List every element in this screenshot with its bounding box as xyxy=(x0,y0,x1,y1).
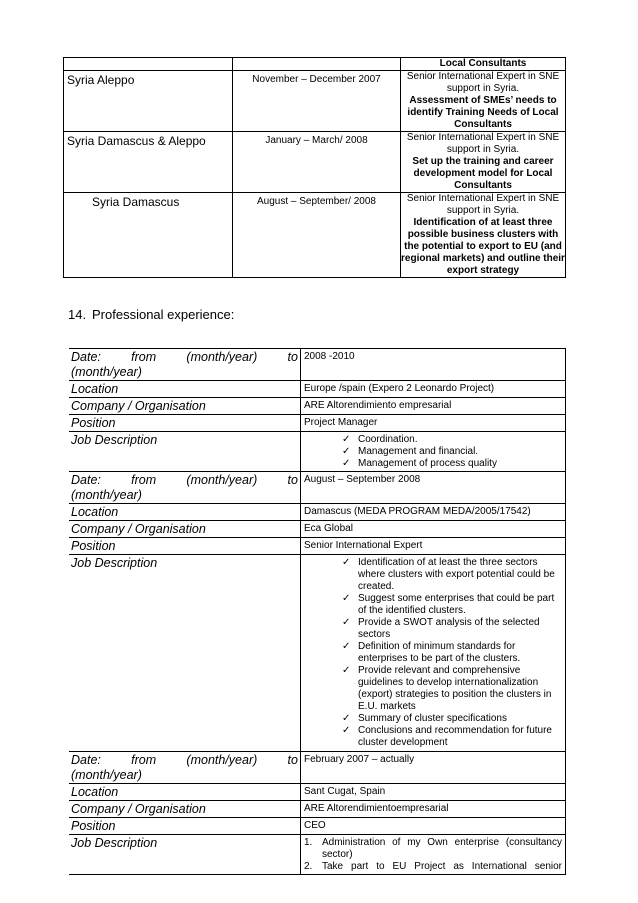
role-text: Senior International Expert in SNE support in Syria. xyxy=(406,71,560,94)
list-item xyxy=(342,446,562,458)
label-word: Date: xyxy=(71,753,101,767)
table-row xyxy=(69,801,566,818)
position-value: Project Manager xyxy=(301,415,566,432)
list-item xyxy=(342,557,562,593)
position-label: Position xyxy=(69,818,301,835)
place-cell xyxy=(64,132,233,193)
date-value: February 2007 – actually xyxy=(301,752,566,784)
item-number: 1. xyxy=(304,837,313,848)
location-label: Location xyxy=(69,784,301,801)
table-row xyxy=(69,555,566,752)
label-word: Date: xyxy=(71,473,101,487)
table-row xyxy=(69,472,566,504)
experience-table xyxy=(69,348,566,875)
table-row xyxy=(64,58,566,71)
location-label: Location xyxy=(69,504,301,521)
section-heading xyxy=(68,307,234,322)
date-label-line xyxy=(71,473,298,488)
job-list xyxy=(304,837,562,873)
table-row xyxy=(69,398,566,415)
job-value xyxy=(301,555,566,752)
checkmark-icon: ✓ xyxy=(342,617,351,628)
date-label-line xyxy=(71,350,298,365)
list-item-text: Conclusions and recommendation for future cluster development xyxy=(358,725,552,748)
date-value: August – September 2008 xyxy=(301,472,566,504)
table-row xyxy=(69,818,566,835)
date-label-line xyxy=(71,753,298,768)
item-number: 2. xyxy=(304,861,313,872)
date-label-line2: (month/year) xyxy=(71,768,142,782)
list-item-text: Take part to EU Project as International senior xyxy=(322,861,562,872)
date-label xyxy=(69,472,301,504)
table-row xyxy=(69,538,566,555)
list-item xyxy=(304,837,562,861)
table-row xyxy=(69,381,566,398)
label-word: to xyxy=(287,753,298,767)
task-text: Set up the training and career development model for Local Consultants xyxy=(412,156,554,191)
location-label: Location xyxy=(69,381,301,398)
label-word: (month/year) xyxy=(186,753,258,767)
location-value: Damascus (MEDA PROGRAM MEDA/2005/17542) xyxy=(301,504,566,521)
job-list xyxy=(304,434,562,470)
period-cell xyxy=(233,71,401,132)
list-item-text: Provide a SWOT analysis of the selected sectors xyxy=(358,617,540,640)
label-word: from xyxy=(131,753,157,767)
job-label: Job Description xyxy=(69,555,301,752)
table-cell xyxy=(64,58,233,71)
company-label: Company / Organisation xyxy=(69,801,301,818)
position-label: Position xyxy=(69,538,301,555)
list-item-text: Suggest some enterprises that could be part of the identified clusters. xyxy=(358,593,555,616)
company-value: ARE Altorendimientoempresarial xyxy=(301,801,566,818)
position-value: Senior International Expert xyxy=(301,538,566,555)
location-value: Sant Cugat, Spain xyxy=(301,784,566,801)
role-text: Senior International Expert in SNE support in Syria. xyxy=(406,193,560,216)
checkmark-icon: ✓ xyxy=(342,557,351,568)
period-cell xyxy=(233,132,401,193)
label-word: (month/year) xyxy=(186,350,258,364)
list-item xyxy=(342,434,562,446)
location-value: Europe /spain (Expero 2 Leonardo Project) xyxy=(301,381,566,398)
period-text: January – March/ 2008 xyxy=(265,135,368,146)
table-row xyxy=(69,784,566,801)
section-number: 14. xyxy=(68,307,87,322)
date-label xyxy=(69,752,301,784)
checkmark-icon: ✓ xyxy=(342,593,351,604)
job-label: Job Description xyxy=(69,432,301,472)
table-cell: Local Consultants xyxy=(401,58,566,71)
role-text: Senior International Expert in SNE support in Syria. xyxy=(406,132,560,155)
list-item xyxy=(342,665,562,713)
label-word: (month/year) xyxy=(186,473,258,487)
period-text: November – December 2007 xyxy=(252,74,381,85)
list-item xyxy=(342,713,562,725)
date-label-line2: (month/year) xyxy=(71,488,142,502)
label-word: Date: xyxy=(71,350,101,364)
date-value: 2008 -2010 xyxy=(301,349,566,381)
table-row xyxy=(69,752,566,784)
place-text: Syria Damascus xyxy=(92,195,180,209)
task-text: Identification of at least three possible business clusters with the potential to export to EU (and regional markets) and outline their export strategy xyxy=(401,217,565,276)
list-item-text: Summary of cluster specifications xyxy=(358,713,507,724)
date-label xyxy=(69,349,301,381)
list-item-text: Identification of at least the three sectors where clusters with export potential could be created. xyxy=(358,557,555,592)
activity-cell xyxy=(401,193,566,278)
checkmark-icon: ✓ xyxy=(342,641,351,652)
checkmark-icon: ✓ xyxy=(342,434,351,445)
table-row xyxy=(69,415,566,432)
company-value: ARE Altorendimiento empresarial xyxy=(301,398,566,415)
label-word: from xyxy=(131,473,157,487)
date-label-line2: (month/year) xyxy=(71,365,142,379)
position-label: Position xyxy=(69,415,301,432)
list-item xyxy=(342,725,562,749)
checkmark-icon: ✓ xyxy=(342,446,351,457)
task-text: Assessment of SMEs’ needs to identify Training Needs of Local Consultants xyxy=(407,95,559,130)
list-item-text: Management and financial. xyxy=(358,446,479,457)
checkmark-icon: ✓ xyxy=(342,458,351,469)
place-cell xyxy=(64,193,233,278)
table-row xyxy=(69,349,566,381)
list-item xyxy=(342,593,562,617)
list-item-text: Coordination. xyxy=(358,434,418,445)
list-item-text: Provide relevant and comprehensive guidelines to develop internationalization (export) strategies to position the clusters in E.U. markets xyxy=(358,665,552,712)
job-list xyxy=(304,557,562,749)
table-row xyxy=(69,835,566,875)
list-item xyxy=(342,617,562,641)
table-row xyxy=(64,71,566,132)
company-value: Eca Global xyxy=(301,521,566,538)
place-text: Syria Aleppo xyxy=(67,73,135,87)
list-item xyxy=(342,641,562,665)
list-item-text: Management of process quality xyxy=(358,458,497,469)
company-label: Company / Organisation xyxy=(69,398,301,415)
period-cell xyxy=(233,193,401,278)
table-row xyxy=(69,521,566,538)
list-item-text: Administration of my Own enterprise (consultancy sector) xyxy=(322,837,562,860)
job-value xyxy=(301,835,566,875)
missions-table xyxy=(63,57,566,278)
table-row xyxy=(69,504,566,521)
label-word: to xyxy=(287,350,298,364)
checkmark-icon: ✓ xyxy=(342,725,351,736)
activity-cell xyxy=(401,132,566,193)
list-item xyxy=(342,458,562,470)
place-cell xyxy=(64,71,233,132)
place-text: Syria Damascus & Aleppo xyxy=(67,134,206,148)
company-label: Company / Organisation xyxy=(69,521,301,538)
table-row xyxy=(64,193,566,278)
job-value xyxy=(301,432,566,472)
position-value: CEO xyxy=(301,818,566,835)
list-item-text: Definition of minimum standards for enterprises to be part of the clusters. xyxy=(358,641,521,664)
activity-cell xyxy=(401,71,566,132)
checkmark-icon: ✓ xyxy=(342,713,351,724)
table-row xyxy=(64,132,566,193)
period-text: August – September/ 2008 xyxy=(257,196,376,207)
label-word: to xyxy=(287,473,298,487)
job-label: Job Description xyxy=(69,835,301,875)
table-row xyxy=(69,432,566,472)
label-word: from xyxy=(131,350,157,364)
section-title: Professional experience: xyxy=(92,307,235,322)
list-item xyxy=(304,861,562,873)
checkmark-icon: ✓ xyxy=(342,665,351,676)
table-cell xyxy=(233,58,401,71)
